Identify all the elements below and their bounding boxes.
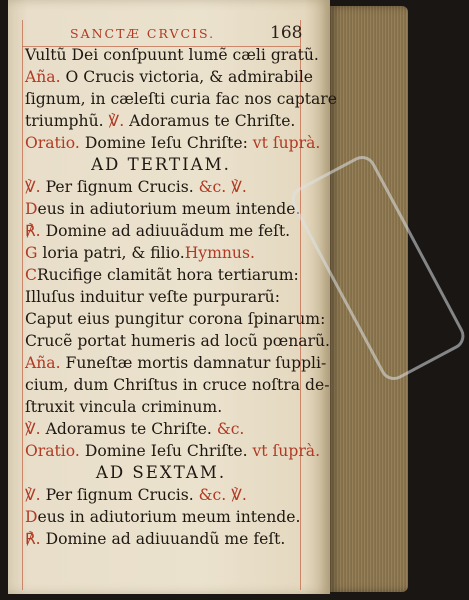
rubric: vt ſuprà. bbox=[252, 134, 321, 152]
rubric: &c. bbox=[198, 486, 227, 504]
line-text: Domine ad adiuuãdum me feſt. bbox=[40, 222, 291, 240]
text-line bbox=[25, 374, 330, 396]
rubric: Hymnus. bbox=[184, 244, 255, 262]
section-heading bbox=[25, 154, 297, 176]
text-line bbox=[25, 286, 297, 308]
line-text: eus in adiutorium meum intende. bbox=[37, 200, 301, 218]
heading-text: AD SEXTAM. bbox=[95, 463, 227, 482]
text-line bbox=[25, 242, 297, 264]
line-text: Illuſus induitur veſte purpurarũ: bbox=[25, 288, 280, 306]
line-text: Domine Ieſu Chriſte: bbox=[79, 134, 253, 152]
text-line bbox=[25, 176, 297, 198]
rubric: Oratio. bbox=[25, 134, 80, 152]
line-text: Per ſignum Crucis. bbox=[40, 178, 199, 196]
rubric: ℣. bbox=[226, 178, 247, 196]
rubric: ℟. bbox=[25, 530, 41, 548]
text-line bbox=[25, 264, 297, 286]
rubric: Aña. bbox=[25, 68, 61, 86]
book-page bbox=[8, 0, 337, 594]
rubric: Aña. bbox=[25, 354, 61, 372]
line-text: Domine Ieſu Chriſte. bbox=[79, 442, 253, 460]
line-text: O Crucis victoria, & admirabile bbox=[60, 68, 314, 86]
initial-letter: G bbox=[25, 244, 38, 262]
text-line bbox=[25, 396, 297, 418]
text-line bbox=[25, 440, 321, 462]
line-text: ſtruxit vincula criminum. bbox=[25, 398, 223, 416]
initial-letter: C bbox=[25, 266, 37, 284]
page-number: 168 bbox=[270, 23, 303, 43]
running-head: SANCTÆ CRVCIS. bbox=[70, 26, 216, 41]
section-heading bbox=[25, 462, 297, 484]
line-text: triumphũ. bbox=[25, 112, 109, 130]
text-line bbox=[25, 484, 297, 506]
line-text: cium, dum Chriſtus in cruce noſtra de- bbox=[25, 376, 330, 394]
line-text: Vultũ Dei conſpuunt lumẽ cæli gratũ. bbox=[25, 46, 319, 64]
rubric: ℣. bbox=[108, 112, 125, 130]
rubric: Oratio. bbox=[25, 442, 80, 460]
text-line bbox=[25, 308, 326, 330]
rubric: &c. bbox=[216, 420, 245, 438]
line-text: Funeſtæ mortis damnatur ſuppli- bbox=[60, 354, 327, 372]
initial-letter: D bbox=[25, 200, 38, 218]
text-line bbox=[25, 220, 297, 242]
margin-rule-left bbox=[22, 20, 23, 590]
line-text: Adoramus te Chriſte. bbox=[40, 420, 217, 438]
text-line bbox=[25, 132, 321, 154]
line-text: Domine ad adiuuandũ me feſt. bbox=[40, 530, 286, 548]
text-line bbox=[25, 88, 337, 110]
text-line bbox=[25, 330, 330, 352]
text-line bbox=[25, 44, 319, 66]
line-text: Crucẽ portat humeris ad locũ pœnarũ. bbox=[25, 332, 330, 350]
line-text: Rucifige clamitãt hora tertiarum: bbox=[36, 266, 299, 284]
line-text: Caput eius pungitur corona ſpinarum: bbox=[25, 310, 326, 328]
line-text: ſignum, in cæleſti curia fac nos captare bbox=[25, 90, 337, 108]
rubric: ℟. bbox=[25, 222, 41, 240]
text-line bbox=[25, 506, 301, 528]
rubric: ℣. bbox=[25, 178, 41, 196]
text-line bbox=[25, 418, 297, 440]
line-text: Per ſignum Crucis. bbox=[40, 486, 199, 504]
rubric: ℣. bbox=[25, 486, 41, 504]
text-line bbox=[25, 198, 301, 220]
text-line bbox=[25, 352, 327, 374]
rubric: &c. bbox=[198, 178, 227, 196]
initial-letter: D bbox=[25, 508, 38, 526]
heading-text: AD TERTIAM. bbox=[91, 155, 231, 174]
line-text: loria patri, & filio. bbox=[37, 244, 185, 262]
rubric: ℣. bbox=[226, 486, 247, 504]
line-text: Adoramus te Chriſte. bbox=[124, 112, 296, 130]
text-line bbox=[25, 66, 314, 88]
line-text: eus in adiutorium meum intende. bbox=[37, 508, 301, 526]
text-line bbox=[25, 528, 297, 550]
text-block bbox=[25, 44, 337, 550]
rubric: ℣. bbox=[25, 420, 41, 438]
rubric: vt ſuprà. bbox=[252, 442, 321, 460]
text-line bbox=[25, 110, 297, 132]
